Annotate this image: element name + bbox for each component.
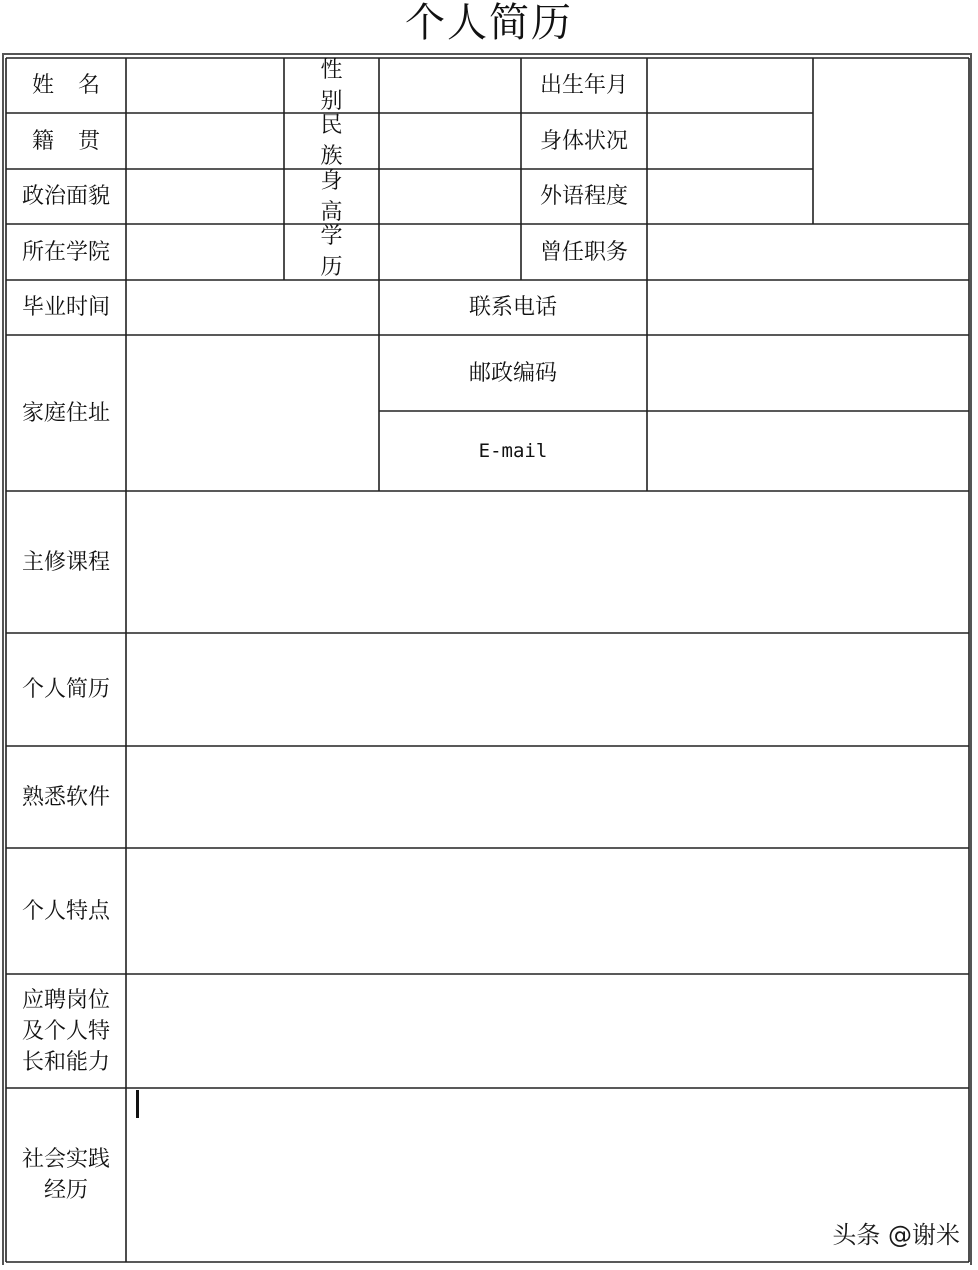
field-college[interactable] [126,224,284,280]
label-postal-code: 邮政编码 [468,360,557,386]
label-email: E-mail [478,439,548,462]
field-foreign-language[interactable] [647,169,813,224]
field-main-courses[interactable] [126,491,969,633]
field-education[interactable] [379,224,521,280]
page-title: 个人简历 [405,0,573,46]
field-gender[interactable] [379,58,521,113]
field-birth[interactable] [647,58,813,113]
label-former-post: 曾任职务 [539,239,628,265]
field-traits[interactable] [126,848,969,974]
field-home-address[interactable] [126,335,379,491]
field-ethnicity[interactable] [379,113,521,169]
label-college: 所在学院 [21,239,110,265]
label-height: 身高 [320,168,367,225]
label-main-courses: 主修课程 [21,549,110,575]
field-resume[interactable] [126,633,969,746]
label-native-place: 籍贯 [31,128,124,154]
field-health[interactable] [647,113,813,169]
field-software[interactable] [126,746,969,848]
label-phone: 联系电话 [468,295,557,320]
label-name: 姓名 [31,73,124,98]
label-education: 学历 [320,224,367,280]
label-job-and-skills: 应聘岗位 及个人特 长和能力 [21,987,110,1075]
field-political-status[interactable] [126,169,284,224]
field-graduation-time[interactable] [126,280,379,335]
field-former-post[interactable] [647,224,969,280]
label-ethnicity: 民族 [320,113,367,169]
field-phone[interactable] [647,280,969,335]
label-gender: 性别 [320,57,367,114]
label-political-status: 政治面貌 [21,184,110,209]
label-birth: 出生年月 [539,73,628,98]
label-home-address: 家庭住址 [21,400,110,426]
field-name[interactable] [126,58,284,113]
label-social-practice: 社会实践 经历 [21,1147,110,1203]
label-software: 熟悉软件 [21,784,110,810]
field-email[interactable] [647,411,969,491]
field-postal-code[interactable] [647,335,969,411]
field-job-and-skills[interactable] [126,974,969,1088]
text-cursor [136,1090,139,1118]
photo-box[interactable] [813,58,969,224]
label-graduation-time: 毕业时间 [21,295,110,320]
label-traits: 个人特点 [21,898,110,924]
label-resume: 个人简历 [21,677,110,702]
field-height[interactable] [379,169,521,224]
label-health: 身体状况 [539,128,628,154]
watermark: 头条 @谢米 [832,1221,960,1249]
label-foreign-language: 外语程度 [539,184,628,209]
field-native-place[interactable] [126,113,284,169]
